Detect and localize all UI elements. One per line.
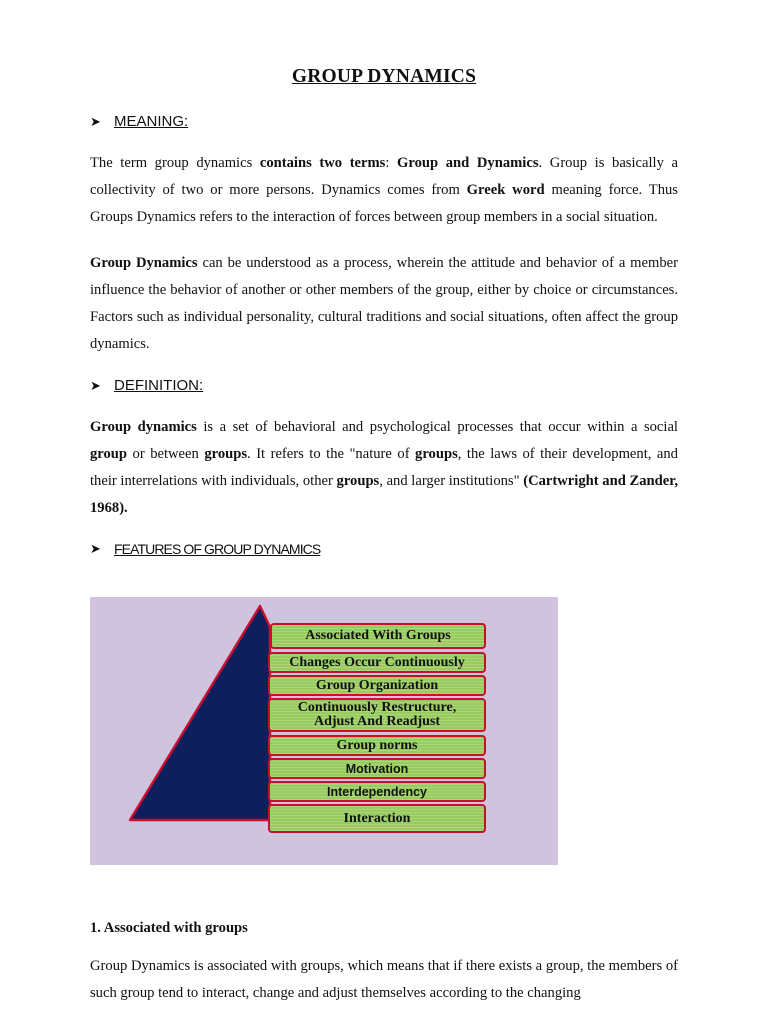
arrowhead-bullet-icon: ➤ xyxy=(90,377,101,393)
section-heading-label: DEFINITION: xyxy=(114,377,204,394)
pyramid-triangle xyxy=(130,606,270,820)
associated-paragraph: Group Dynamics is associated with groups, which means that if there exists a group, the members of such group tend to interact, change and adjust themselves according to the changing xyxy=(90,958,678,1001)
features-figure xyxy=(90,597,558,865)
feature-box-group-organization: Group Organization xyxy=(268,675,486,696)
arrowhead-bullet-icon: ➤ xyxy=(90,113,101,129)
feature-box-interaction: Interaction xyxy=(268,804,486,833)
feature-box-motivation: Motivation xyxy=(268,758,486,779)
document-title: GROUP DYNAMICS xyxy=(291,66,477,87)
section-heading-features xyxy=(90,541,320,557)
subsection-heading-associated: 1. Associated with groups xyxy=(90,920,248,936)
section-heading-definition xyxy=(90,377,203,394)
section-heading-label: FEATURES OF GROUP DYNAMICS xyxy=(114,541,321,557)
section-heading-meaning xyxy=(90,113,188,130)
definition-paragraph: Group dynamics is a set of behavioral and psychological processes that occur within a social group or between groups. It refers to the "nature of groups, the laws of their development, and their interrelations with individuals, other groups, and larger institutions" (Cartwright and Zander, 1968). xyxy=(90,419,678,516)
feature-box-associated-with-groups: Associated With Groups xyxy=(270,623,486,649)
feature-box-changes-occur-continuously: Changes Occur Continuously xyxy=(268,652,486,673)
meaning-paragraph-1: The term group dynamics contains two terms: Group and Dynamics. Group is basically a collectivity of two or more persons. Dynamics comes from Greek word meaning force. Thus Groups Dynamics refers to the interaction of forces between group members in a social situation. xyxy=(90,155,678,225)
feature-box-continuously-restructure: Continuously Restructure, Adjust And Readjust xyxy=(268,698,486,732)
feature-box-group-norms: Group norms xyxy=(268,735,486,756)
section-heading-label: MEANING: xyxy=(114,113,189,130)
meaning-paragraph-2: Group Dynamics can be understood as a process, wherein the attitude and behavior of a member influence the behavior of another or other members of the group, either by choice or circumstances. Factors such as individual personality, cultural traditions and social situations, often affect the group dynamics. xyxy=(90,255,678,352)
feature-box-interdependency: Interdependency xyxy=(268,781,486,802)
arrowhead-bullet-icon: ➤ xyxy=(90,541,101,556)
